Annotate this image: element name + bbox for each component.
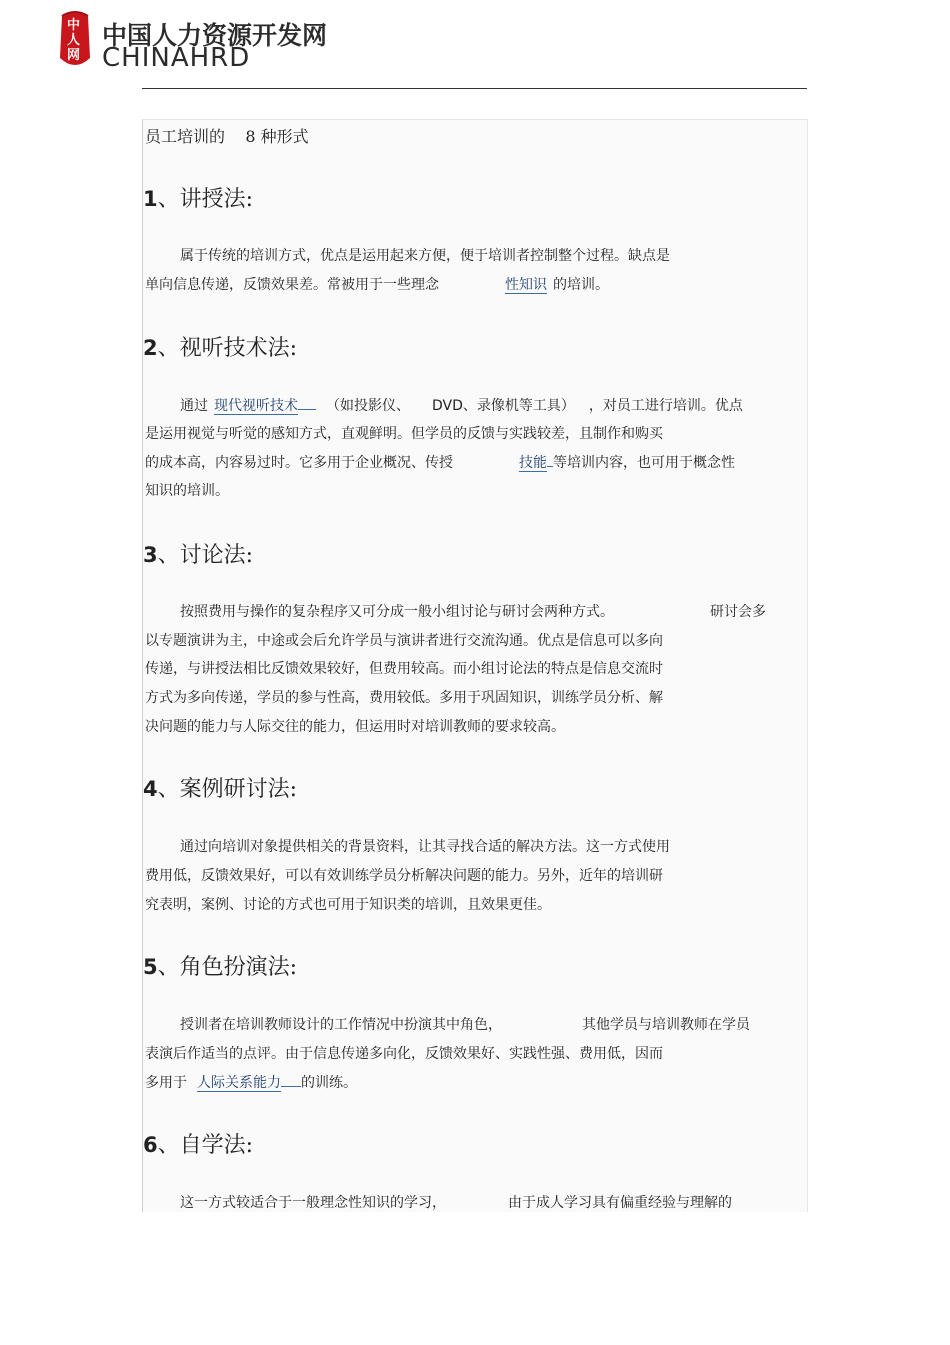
paragraph-line (145, 603, 766, 621)
section-heading: 4、案例研讨法: (143, 777, 298, 802)
paragraph-line (145, 896, 551, 914)
text-run: 通过向培训对象提供相关的背景资料，让其寻找合适的解决方法。这一方式使用 (180, 839, 670, 855)
paragraph-line (145, 660, 663, 678)
paragraph-line (145, 867, 663, 885)
section-heading: 5、角色扮演法: (143, 955, 298, 980)
text-run: 究表明，案例、讨论的方式也可用于知识类的培训，且效果更佳。 (145, 897, 551, 913)
spacer (281, 1086, 301, 1087)
section-heading: 3、讨论法: (143, 543, 254, 568)
paragraph-line (145, 397, 743, 415)
text-run: 按照费用与操作的复杂程序又可分成一般小组讨论与研讨会两种方式。 (180, 604, 614, 620)
text-run: 属于传统的培训方式，优点是运用起来方便，便于培训者控制整个过程。缺点是 (180, 248, 670, 264)
document-page (142, 119, 808, 1212)
text-run: （如投影仪、 (326, 398, 410, 414)
text-run: 等培训内容，也可用于概念性 (553, 455, 735, 471)
text-run: 这一方式较适合于一般理念性知识的学习， (180, 1195, 446, 1211)
brand-name-cn: 中国人力资源开发网 (102, 21, 328, 50)
text-run: 方式为多向传递，学员的参与性高，费用较低。多用于巩固知识，训练学员分析、解 (145, 690, 663, 706)
paragraph-line (145, 276, 609, 294)
spacer (298, 409, 316, 410)
section-heading: 1、讲授法: (143, 187, 254, 212)
header-divider (142, 88, 807, 89)
link-modern-av-tech[interactable]: 现代视听技术 (214, 398, 298, 414)
paragraph-line (145, 454, 735, 472)
text-run: DVD (432, 398, 463, 414)
paragraph-line (145, 1045, 663, 1063)
link-skills[interactable]: 技能 (519, 455, 547, 471)
paragraph-line (145, 1074, 357, 1092)
paragraph-line (145, 632, 663, 650)
text-run: 的训练。 (301, 1075, 357, 1091)
paragraph-line (145, 718, 565, 736)
section-heading: 6、自学法: (143, 1133, 254, 1158)
paragraph-line (145, 482, 229, 500)
brand-name-en: CHINAHRD (102, 43, 251, 73)
paragraph-line (145, 838, 670, 856)
text-run: ，对员工进行培训。优点 (588, 398, 743, 414)
text-run: 、录像机等工具） (462, 398, 575, 414)
paragraph-line (145, 689, 663, 707)
text-run: 是运用视觉与听觉的感知方式，直观鲜明。但学员的反馈与实践较差，且制作和购买 (145, 426, 663, 442)
text-run: 研讨会多 (710, 604, 766, 620)
paragraph-line (145, 425, 663, 443)
link-interpersonal-skills[interactable]: 人际关系能力 (197, 1075, 281, 1091)
document-title: 员工培训的 8 种形式 (145, 127, 309, 146)
text-run: 决问题的能力与人际交往的能力，但运用时对培训教师的要求较高。 (145, 719, 565, 735)
link-conceptual-knowledge[interactable]: 性知识 (505, 277, 547, 293)
text-run: 多用于 (145, 1075, 187, 1091)
text-run: 其他学员与培训教师在学员 (582, 1017, 750, 1033)
text-run: 费用低，反馈效果好，可以有效训练学员分析解决问题的能力。另外，近年的培训研 (145, 868, 663, 884)
paragraph-line (145, 1016, 750, 1034)
seal-text: 中人网 (67, 18, 81, 63)
text-run: 的培训。 (553, 277, 609, 293)
section-heading: 2、视听技术法: (143, 336, 298, 361)
paragraph-line (145, 247, 670, 265)
text-run: 单向信息传递，反馈效果差。常被用于一些理念 (145, 277, 439, 293)
text-run: 表演后作适当的点评。由于信息传递多向化，反馈效果好、实践性强、费用低，因而 (145, 1046, 663, 1062)
text-run: 知识的培训。 (145, 483, 229, 499)
text-run: 授训者在培训教师设计的工作情况中扮演其中角色， (180, 1017, 502, 1033)
text-run: 传递，与讲授法相比反馈效果较好，但费用较高。而小组讨论法的特点是信息交流时 (145, 661, 663, 677)
text-run: 的成本高，内容易过时。它多用于企业概况、传授 (145, 455, 453, 471)
text-run: 以专题演讲为主，中途或会后允许学员与演讲者进行交流沟通。优点是信息可以多向 (145, 633, 663, 649)
text-run: 由于成人学习具有偏重经验与理解的 (508, 1195, 732, 1211)
paragraph-line (145, 1194, 732, 1212)
site-logo (58, 10, 348, 72)
text-run: 通过 (180, 398, 208, 414)
